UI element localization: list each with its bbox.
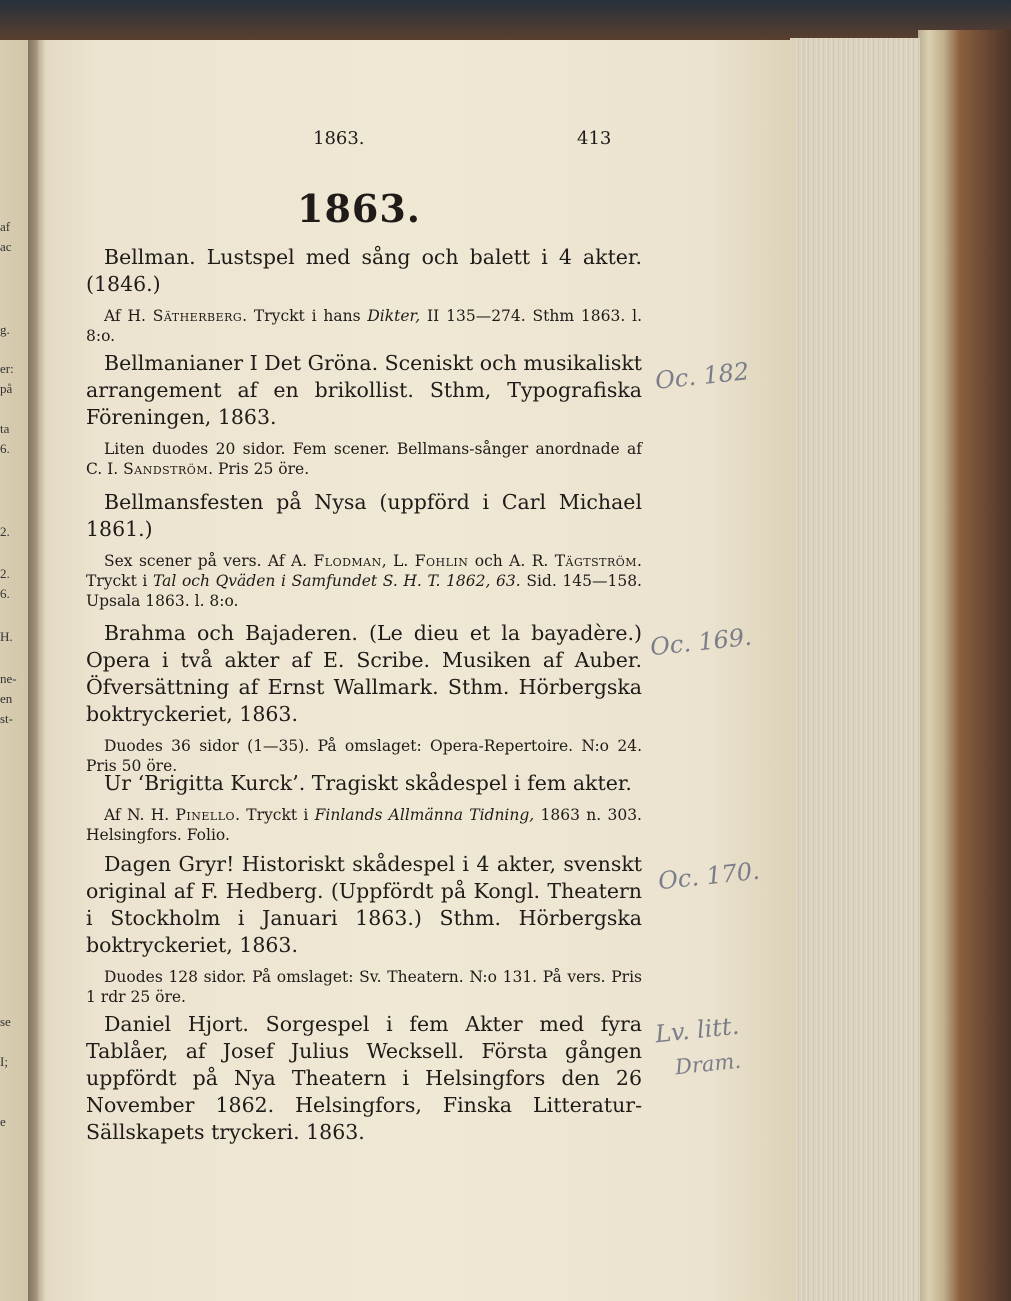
section-year-heading: 1863. [297, 186, 421, 231]
entry [86, 489, 642, 611]
left-fragment: ne- [0, 671, 17, 686]
left-fragment: 2. [0, 524, 10, 539]
entry-note: Duodes 128 sidor. På omslaget: Sv. Theatern. N:o 131. På vers. Pris 1 rdr 25 öre. [86, 968, 642, 1006]
book-cover-top [0, 0, 1011, 40]
left-fragment: ta [0, 421, 10, 436]
entry [86, 244, 642, 346]
entry-title: Dagen Gryr! Historiskt skådespel i 4 akter, svenskt original af F. Hedberg. (Uppfördt på Kongl. Theatern i Stockholm i Januari 1863.) Sthm. Hörbergska boktryckeriet, 1863. [86, 852, 642, 957]
spine-shadow [28, 40, 46, 1301]
left-fragment: på [0, 381, 13, 396]
handwritten-note: Lv. litt. [653, 1011, 741, 1049]
left-fragment: se [0, 1014, 11, 1029]
entry [86, 1011, 642, 1146]
left-fragment: I; [0, 1054, 8, 1069]
left-fragment: g. [0, 322, 10, 337]
left-fragment: 2. [0, 566, 10, 581]
entry-note: Af N. H. Pinello. Tryckt i Finlands Allmänna Tidning, 1863 n. 303. Helsingfors. Folio. [86, 806, 642, 844]
entry-title: Bellmanianer I Det Gröna. Sceniskt och musikaliskt arrangement af en brikollist. Sthm, Typografiska Föreningen, 1863. [86, 351, 642, 429]
entry-title: Bellman. Lustspel med sång och balett i 4 akter. (1846.) [86, 245, 642, 296]
entry-note: Sex scener på vers. Af A. Flodman, L. Fohlin och A. R. Tägtström. Tryckt i Tal och Qväden i Samfundet S. H. T. 1862, 63. Sid. 145—158. Upsala 1863. l. 8:o. [86, 552, 642, 610]
entry [86, 770, 642, 845]
handwritten-note: Dram. [673, 1048, 743, 1080]
entry-title: Ur ‘Brigitta Kurck’. Tragiskt skådespel i fem akter. [104, 771, 632, 795]
page-number: 413 [577, 128, 612, 149]
page-fore-edge [790, 38, 920, 1301]
entry-title: Bellmansfesten på Nysa (uppförd i Carl Michael 1861.) [86, 490, 642, 541]
left-fragment: st- [0, 711, 13, 726]
left-fragment: af [0, 219, 11, 234]
book-cover-right [918, 30, 1011, 1301]
left-fragment: H. [0, 629, 13, 644]
left-fragment: 6. [0, 441, 10, 456]
entry [86, 851, 642, 1007]
left-fragment: e [0, 1114, 6, 1129]
handwritten-note: Oc. 169. [648, 622, 753, 662]
entry [86, 350, 642, 479]
left-fragment: er: [0, 361, 14, 376]
left-fragment: en [0, 691, 13, 706]
entry-note: Duodes 36 sidor (1—35). På omslaget: Opera-Repertoire. N:o 24. Pris 50 öre. [86, 737, 642, 775]
handwritten-note: Oc. 182 [653, 357, 751, 395]
left-fragment: 6. [0, 586, 10, 601]
left-fragment: ac [0, 239, 12, 254]
running-head-year: 1863. [313, 128, 365, 149]
entry-title: Daniel Hjort. Sorgespel i fem Akter med fyra Tablåer, af Josef Julius Wecksell. Första gången uppfördt på Nya Theatern i Helsingfors den 26 November 1862. Helsingfors, Finska Litteratur-Sällskapets tryckeri. 1863. [86, 1012, 642, 1144]
entry-note: Af H. Sätherberg. Tryckt i hans Dikter, II 135—274. Sthm 1863. l. 8:o. [86, 307, 642, 345]
entry-title: Brahma och Bajaderen. (Le dieu et la bayadère.) Opera i två akter af E. Scribe. Musiken af Auber. Öfversättning af Ernst Wallmark. Sthm. Hörbergska boktryckeriet, 1863. [86, 621, 642, 726]
handwritten-note: Oc. 170. [656, 856, 761, 896]
entry [86, 620, 642, 776]
entry-note: Liten duodes 20 sidor. Fem scener. Bellmans-sånger anordnade af C. I. Sandström. Pris 25 öre. [86, 440, 642, 478]
